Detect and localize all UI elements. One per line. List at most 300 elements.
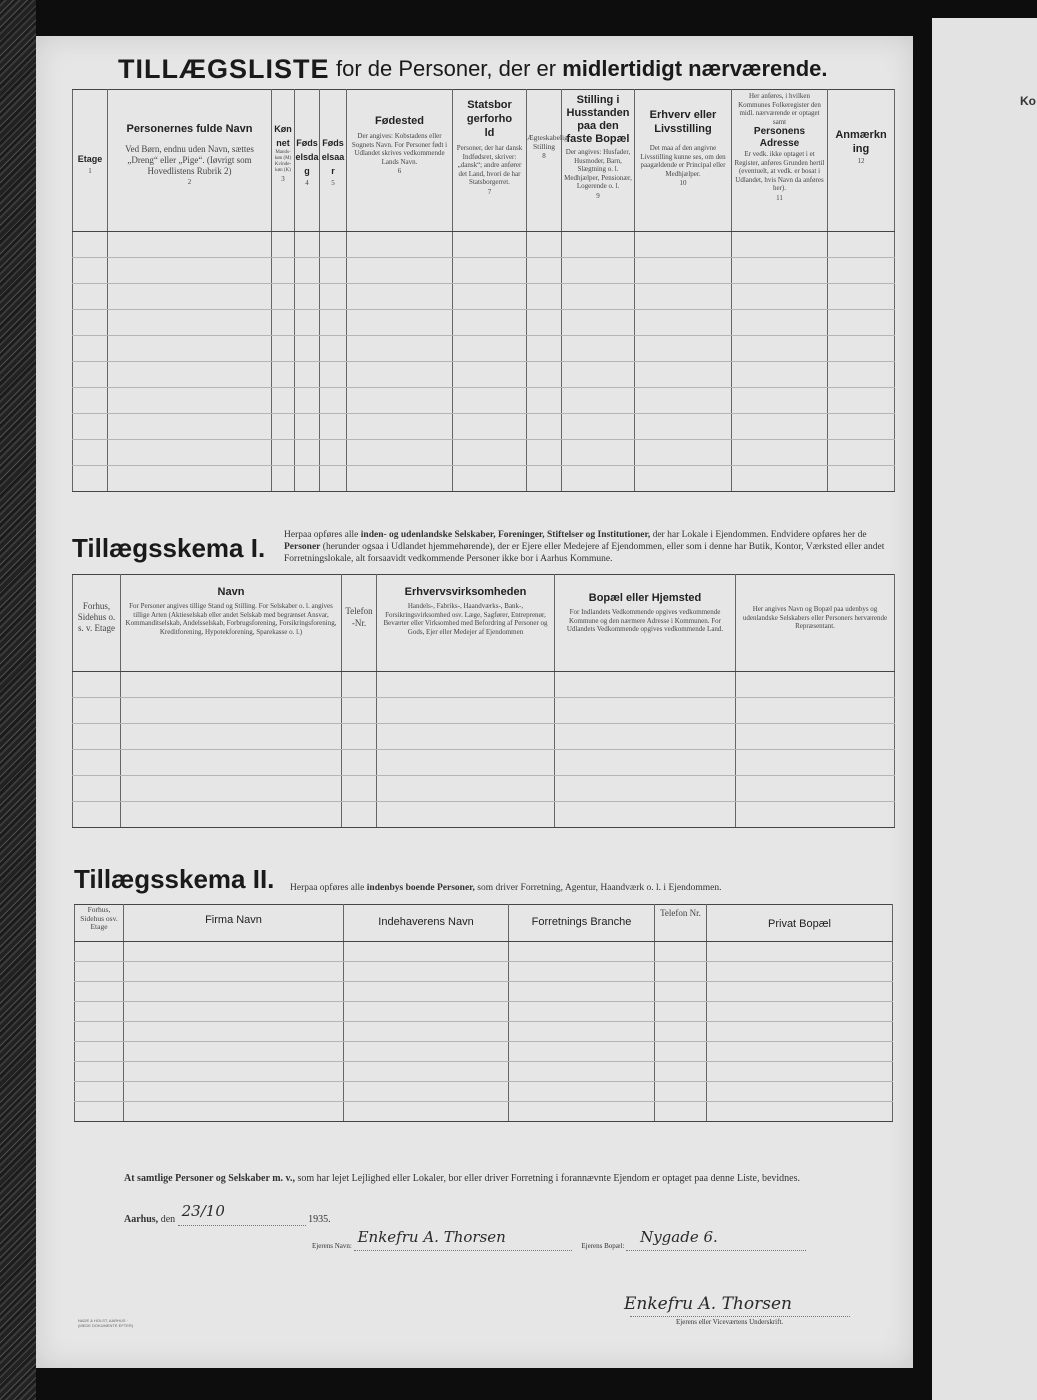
main-list-cell[interactable]	[453, 258, 527, 284]
col-stilling-husstanden	[562, 90, 635, 232]
main-list-cell[interactable]	[320, 466, 347, 492]
main-list-cell[interactable]	[347, 284, 453, 310]
main-list-cell[interactable]	[635, 232, 732, 258]
schema2-cell[interactable]	[655, 982, 707, 1002]
schema1-cell[interactable]	[736, 672, 895, 698]
main-list-cell[interactable]	[320, 336, 347, 362]
schema1-description	[284, 529, 896, 565]
schema2-cell[interactable]	[509, 1062, 655, 1082]
main_list-columns-1-num: 2	[187, 178, 192, 186]
main-list-cell[interactable]	[272, 414, 295, 440]
main-list-cell[interactable]	[73, 388, 108, 414]
main-list-cell[interactable]	[108, 362, 272, 388]
schema2-desc_1: Herpaa opføres alle	[290, 883, 365, 893]
main-list-cell[interactable]	[732, 466, 828, 492]
main-list-cell[interactable]	[347, 414, 453, 440]
s2-col-privat-bopael	[707, 905, 893, 942]
main-list-cell[interactable]	[73, 466, 108, 492]
main_list-columns-4-big: Fødselsaar	[321, 138, 345, 176]
schema2-cell[interactable]	[655, 1042, 707, 1062]
schema2-cell[interactable]	[344, 1062, 509, 1082]
schema1-cell[interactable]	[342, 672, 377, 698]
main_list-columns-6-num: 7	[487, 187, 492, 196]
schema2-cell[interactable]	[707, 1002, 893, 1022]
signature: Enkefru A. Thorsen	[624, 1294, 792, 1314]
main-list-row	[73, 310, 895, 336]
main_list-title_rest_b: midlertidigt nærværende.	[562, 56, 828, 81]
schema1-cell[interactable]	[121, 802, 342, 828]
main-list-cell[interactable]	[320, 440, 347, 466]
main-list-cell[interactable]	[527, 284, 562, 310]
main-list-cell[interactable]	[453, 414, 527, 440]
main-list-cell[interactable]	[732, 414, 828, 440]
schema2-cell[interactable]	[655, 1102, 707, 1122]
schema2-cell[interactable]	[124, 1002, 344, 1022]
schema2-cell[interactable]	[124, 942, 344, 962]
schema2-row	[75, 1082, 893, 1102]
main-list-cell[interactable]	[347, 310, 453, 336]
schema2-cell[interactable]	[75, 1022, 124, 1042]
schema1-cell[interactable]	[121, 698, 342, 724]
schema2-cell[interactable]	[655, 1062, 707, 1082]
schema2-cell[interactable]	[509, 1002, 655, 1022]
schema1-table	[72, 574, 895, 828]
schema2-cell[interactable]	[75, 1042, 124, 1062]
schema2-cell[interactable]	[124, 1082, 344, 1102]
schema2-row	[75, 1022, 893, 1042]
main-list-cell[interactable]	[732, 284, 828, 310]
main_list-columns-7-big: Ægteskabelig Stilling	[527, 133, 568, 151]
main-list-cell[interactable]	[828, 258, 895, 284]
main_list-columns-0-big: Etage	[77, 154, 103, 164]
main-list-cell[interactable]	[108, 310, 272, 336]
main-list-cell[interactable]	[272, 258, 295, 284]
main-list-cell[interactable]	[635, 440, 732, 466]
schema2-title: Tillægsskema II.	[74, 864, 275, 894]
main_list-title_rest_a: for de Personer, der er	[336, 56, 557, 81]
main_list-columns-10-big: Personens Adresse	[753, 126, 806, 149]
schema1-cell[interactable]	[736, 698, 895, 724]
schema2-cell[interactable]	[509, 1082, 655, 1102]
schema2-cell[interactable]	[124, 1102, 344, 1122]
main-list-cell[interactable]	[73, 336, 108, 362]
schema2-cell[interactable]	[707, 962, 893, 982]
main_list-columns-2-num: 3	[281, 175, 285, 183]
main-list-cell[interactable]	[562, 284, 635, 310]
schema1-columns-5-small: Her angives Navn og Bopæl paa udenbys og udenlandske Selskabers eller Personers herværende Repræsentant.	[742, 605, 888, 630]
main-list-cell[interactable]	[320, 232, 347, 258]
main-list-cell[interactable]	[828, 440, 895, 466]
main-list-cell[interactable]	[272, 440, 295, 466]
schema1-cell[interactable]	[342, 776, 377, 802]
schema2-cell[interactable]	[75, 1062, 124, 1082]
main_list-columns-11-num: 12	[857, 157, 865, 165]
schema1-cell[interactable]	[555, 698, 736, 724]
schema1-cell[interactable]	[73, 698, 121, 724]
schema2-desc_3: som driver Forretning, Agentur, Haandværk o. l. i Ejendommen.	[477, 883, 722, 893]
col-etage	[73, 90, 108, 232]
main-list-cell[interactable]	[635, 362, 732, 388]
schema2-cell[interactable]	[344, 1022, 509, 1042]
main-list-cell[interactable]	[108, 414, 272, 440]
main-list-row	[73, 232, 895, 258]
main-list-cell[interactable]	[453, 310, 527, 336]
footer-owner_address_hand: Nygade 6.	[640, 1228, 718, 1246]
schema1-cell[interactable]	[377, 750, 555, 776]
schema2-cell[interactable]	[124, 1062, 344, 1082]
col-foedselsaar	[320, 90, 347, 232]
main-list-cell[interactable]	[635, 310, 732, 336]
main_list-columns-10-num: 11	[776, 193, 783, 202]
main-list-cell[interactable]	[828, 388, 895, 414]
schema2-cell[interactable]	[344, 1042, 509, 1062]
main-list-cell[interactable]	[320, 258, 347, 284]
schema2-cell[interactable]	[344, 962, 509, 982]
main-list-cell[interactable]	[732, 336, 828, 362]
main-list-cell[interactable]	[453, 466, 527, 492]
schema2-row	[75, 1102, 893, 1122]
main-list-row	[73, 414, 895, 440]
main-list-cell[interactable]	[295, 388, 320, 414]
main-list-cell[interactable]	[453, 232, 527, 258]
schema2-cell[interactable]	[509, 1042, 655, 1062]
main-list-cell[interactable]	[562, 466, 635, 492]
s1-col-navn	[121, 575, 342, 672]
schema2-cell[interactable]	[75, 1002, 124, 1022]
main-list-cell[interactable]	[453, 440, 527, 466]
main-list-cell[interactable]	[320, 310, 347, 336]
schema1-row	[73, 698, 895, 724]
main-list-cell[interactable]	[295, 440, 320, 466]
schema1-header-row	[73, 575, 895, 672]
main-list-cell[interactable]	[108, 232, 272, 258]
schema2-cell[interactable]	[655, 942, 707, 962]
schema1-columns-3-small: Handels-, Fabriks-, Haandværks-, Bank-, Forsikringsvirksomhed osv. Læge, Sagfører, Entreprenør, Beværter eller Virksomhed med Befordring af Personer og Gods, Ejer eller Medejer af Ejendommen	[383, 602, 548, 636]
schema2-cell[interactable]	[124, 1042, 344, 1062]
schema2-cell[interactable]	[655, 962, 707, 982]
schema2-cell[interactable]	[655, 1022, 707, 1042]
main-list-cell[interactable]	[527, 310, 562, 336]
main-list-cell[interactable]	[347, 336, 453, 362]
main-list-row	[73, 336, 895, 362]
schema2-cell[interactable]	[124, 962, 344, 982]
schema2-row	[75, 962, 893, 982]
main-list-cell[interactable]	[527, 440, 562, 466]
main-list-cell[interactable]	[527, 388, 562, 414]
main_list-columns-11-big: Anmærkning	[835, 129, 887, 155]
book-binding	[0, 0, 36, 1400]
main-list-cell[interactable]	[108, 388, 272, 414]
schema1-cell[interactable]	[121, 776, 342, 802]
schema1-cell[interactable]	[73, 802, 121, 828]
main_list-columns-5-big: Fødested	[375, 115, 424, 127]
schema2-row	[75, 1062, 893, 1082]
schema1-desc_3: der har Lokale i Ejendommen.	[652, 530, 769, 540]
col-erhverv	[635, 90, 732, 232]
schema2-row	[75, 982, 893, 1002]
main_list-columns-10-small: Her anføres, i hvilken Kommunes Folkeregister den midl. nærværende er optaget samt	[738, 92, 821, 126]
schema1-columns-0-small: Forhus, Sidehus o. s. v. Etage	[77, 601, 116, 633]
main-list-cell[interactable]	[527, 232, 562, 258]
main-list-cell[interactable]	[828, 310, 895, 336]
schema2-header-row	[75, 905, 893, 942]
schema1-cell[interactable]	[121, 750, 342, 776]
main-list-cell[interactable]	[73, 284, 108, 310]
owner-name-field	[354, 1228, 572, 1251]
schema2-cell[interactable]	[75, 962, 124, 982]
schema2-cell[interactable]	[509, 1022, 655, 1042]
schema1-cell[interactable]	[342, 724, 377, 750]
main_list-columns-10-small2: Er vedk. ikke optaget i et Register, anføres Grunden hertil (eventuelt, at vedk. er bosat i Udlandet, hvis Navn da anføres her).	[734, 150, 825, 192]
main-list-cell[interactable]	[453, 388, 527, 414]
schema2-cell[interactable]	[344, 982, 509, 1002]
main_list-columns-9-big: Erhverv eller Livsstilling	[649, 109, 717, 135]
footer-attest_rest: som har lejet Lejlighed eller Lokaler, bor eller driver Forretning i forannævnte Ejendom er optaget paa denne Liste, bevidnes.	[297, 1173, 800, 1184]
main_list-columns-9-num: 10	[679, 179, 687, 187]
schema2-columns-5-big: Privat Bopæl	[768, 918, 831, 930]
main-list-cell[interactable]	[108, 336, 272, 362]
main-list-cell[interactable]	[453, 284, 527, 310]
s2-col-indehaver	[344, 905, 509, 942]
owner-line	[312, 1228, 912, 1251]
main-list-cell[interactable]	[828, 362, 895, 388]
date-line	[124, 1202, 331, 1226]
main-subtitle	[336, 56, 828, 82]
main-list-cell[interactable]	[562, 310, 635, 336]
schema1-cell[interactable]	[121, 672, 342, 698]
schema2-cell[interactable]	[75, 1102, 124, 1122]
main-list-cell[interactable]	[732, 258, 828, 284]
main-list-cell[interactable]	[453, 336, 527, 362]
main-list-cell[interactable]	[527, 258, 562, 284]
main-list-cell[interactable]	[295, 414, 320, 440]
main-list-cell[interactable]	[347, 258, 453, 284]
main-list-cell[interactable]	[562, 388, 635, 414]
schema1-cell[interactable]	[736, 776, 895, 802]
main-list-cell[interactable]	[272, 284, 295, 310]
schema1-cell[interactable]	[73, 776, 121, 802]
schema1-desc_6: (herunder ogsaa i Udlandet hjemmehørende), der er Ejere eller Medejere af Ejendommen, eller som i denne har Butik, Kontor, Værksted eller andet Forretningslokale, alt forsaavidt vedkommende Personer ikke bor i Aarhus Kommune.	[284, 542, 885, 564]
schema1-cell[interactable]	[377, 802, 555, 828]
s1-col-repraesentant	[736, 575, 895, 672]
main-list-cell[interactable]	[732, 362, 828, 388]
schema1-cell[interactable]	[736, 750, 895, 776]
main-list-cell[interactable]	[347, 388, 453, 414]
adjacent-page-fragment: Ko	[1020, 94, 1036, 108]
col-foedested	[347, 90, 453, 232]
main-list-cell[interactable]	[635, 388, 732, 414]
schema1-cell[interactable]	[555, 724, 736, 750]
main-list-row	[73, 284, 895, 310]
main-list-cell[interactable]	[562, 440, 635, 466]
main-list-cell[interactable]	[295, 232, 320, 258]
main-list-cell[interactable]	[320, 284, 347, 310]
schema2-cell[interactable]	[655, 1002, 707, 1022]
main-list-cell[interactable]	[295, 336, 320, 362]
main-list-cell[interactable]	[272, 388, 295, 414]
schema1-row	[73, 776, 895, 802]
main-list-cell[interactable]	[562, 258, 635, 284]
main-list-cell[interactable]	[635, 414, 732, 440]
schema1-cell[interactable]	[342, 698, 377, 724]
main-list-cell[interactable]	[108, 284, 272, 310]
main-list-row	[73, 440, 895, 466]
main_list-columns-3-big: Fødselsdag	[295, 138, 319, 176]
main-list-cell[interactable]	[635, 258, 732, 284]
main-list-cell[interactable]	[272, 232, 295, 258]
schema2-cell[interactable]	[75, 982, 124, 1002]
main-list-cell[interactable]	[295, 258, 320, 284]
schema2-cell[interactable]	[655, 1082, 707, 1102]
schema2-row	[75, 1002, 893, 1022]
main-list-cell[interactable]	[272, 310, 295, 336]
schema1-cell[interactable]	[73, 672, 121, 698]
schema1-cell[interactable]	[377, 776, 555, 802]
schema2-cell[interactable]	[707, 1022, 893, 1042]
main-list-cell[interactable]	[527, 466, 562, 492]
schema2-columns-1-big: Firma Navn	[205, 914, 262, 926]
schema1-cell[interactable]	[342, 802, 377, 828]
main-list-cell[interactable]	[295, 284, 320, 310]
main_list-columns-5-small: Der angives: Kobstadens eller Sognets Navn. For Personer født i Udlandet skrives vedkommende Lands Navn.	[351, 132, 448, 166]
main-list-cell[interactable]	[732, 440, 828, 466]
main-list-cell[interactable]	[347, 232, 453, 258]
main_list-columns-6-big: Statsborgerforhold	[466, 99, 513, 139]
schema1-columns-4-small: For Indlandets Vedkommende opgives vedkommende Kommune og den nærmere Adresse i Kommunen. For Udlandets Vedkommende opgives vedkommende Land.	[566, 608, 724, 633]
schema1-cell[interactable]	[377, 698, 555, 724]
main-list-cell[interactable]	[828, 466, 895, 492]
main-list-cell[interactable]	[635, 284, 732, 310]
schema1-desc_2: inden- og udenlandske Selskaber, Foreninger, Stiftelser og Institutioner,	[360, 530, 651, 540]
main_list-columns-8-big: Stilling i Husstanden paa den faste Bopæl	[566, 94, 630, 145]
schema1-cell[interactable]	[555, 672, 736, 698]
schema2-cell[interactable]	[344, 942, 509, 962]
schema2-cell[interactable]	[75, 942, 124, 962]
col-navn	[108, 90, 272, 232]
schema1-cell[interactable]	[377, 672, 555, 698]
main-list-cell[interactable]	[295, 310, 320, 336]
main-list-cell[interactable]	[272, 466, 295, 492]
main-list-cell[interactable]	[562, 232, 635, 258]
schema1-cell[interactable]	[342, 750, 377, 776]
schema2-cell[interactable]	[707, 942, 893, 962]
main-list-cell[interactable]	[828, 414, 895, 440]
main-list-cell[interactable]	[73, 414, 108, 440]
main-list-cell[interactable]	[73, 310, 108, 336]
main-list-cell[interactable]	[108, 258, 272, 284]
main_list-columns-6-small: Personer, der har dansk Indfødsret, skriver: „dansk“; andre anfører det Land, hvori de har Statsborgerret.	[456, 144, 523, 186]
main-list-cell[interactable]	[732, 232, 828, 258]
schema1-cell[interactable]	[73, 750, 121, 776]
schema1-cell[interactable]	[73, 724, 121, 750]
main-list-cell[interactable]	[108, 440, 272, 466]
main-list-cell[interactable]	[732, 310, 828, 336]
schema2-cell[interactable]	[344, 1102, 509, 1122]
main-list-cell[interactable]	[347, 440, 453, 466]
schema2-columns-0-small: Forhus, Sidehus osv. Etage	[80, 905, 118, 931]
schema2-columns-2-big: Indehaverens Navn	[378, 916, 474, 928]
s2-col-telefon	[655, 905, 707, 942]
schema2-cell[interactable]	[707, 1042, 893, 1062]
s1-col-etage	[73, 575, 121, 672]
schema1-cell[interactable]	[555, 776, 736, 802]
main-list-cell[interactable]	[320, 414, 347, 440]
schema1-cell[interactable]	[555, 750, 736, 776]
schema2-cell[interactable]	[344, 1082, 509, 1102]
main-list-cell[interactable]	[320, 388, 347, 414]
schema1-cell[interactable]	[736, 802, 895, 828]
main-list-cell[interactable]	[635, 336, 732, 362]
main-list-cell[interactable]	[347, 466, 453, 492]
schema2-cell[interactable]	[707, 1062, 893, 1082]
schema1-cell[interactable]	[736, 724, 895, 750]
schema2-row	[75, 1042, 893, 1062]
main-list-cell[interactable]	[73, 232, 108, 258]
main-list-cell[interactable]	[73, 362, 108, 388]
schema2-columns-3-big: Forretnings Branche	[531, 916, 632, 928]
main-list-cell[interactable]	[347, 362, 453, 388]
main_list-columns-8-num: 9	[596, 191, 600, 200]
main-title: TILLÆGSLISTE	[118, 54, 330, 84]
main-list-cell[interactable]	[272, 362, 295, 388]
schema2-cell[interactable]	[344, 1002, 509, 1022]
main-list-cell[interactable]	[562, 362, 635, 388]
main-list-cell[interactable]	[295, 466, 320, 492]
main-list-row	[73, 388, 895, 414]
main-list-cell[interactable]	[562, 414, 635, 440]
schema2-cell[interactable]	[707, 982, 893, 1002]
main-list-cell[interactable]	[272, 336, 295, 362]
main_list-columns-3-num: 4	[305, 179, 309, 187]
schema1-row	[73, 672, 895, 698]
main-list-cell[interactable]	[527, 414, 562, 440]
main_list-columns-8-small: Der angives: Husfader, Husmoder, Barn, Slægtning o. l. Medhjælper, Pensionær, Logerende o. l.	[564, 148, 632, 190]
main-list-cell[interactable]	[295, 362, 320, 388]
schema2-cell[interactable]	[509, 962, 655, 982]
schema2-cell[interactable]	[707, 1102, 893, 1122]
schema1-cell[interactable]	[555, 802, 736, 828]
schema2-cell[interactable]	[75, 1082, 124, 1102]
main-list-cell[interactable]	[73, 258, 108, 284]
schema2-cell[interactable]	[509, 942, 655, 962]
schema2-cell[interactable]	[509, 982, 655, 1002]
schema1-cell[interactable]	[377, 724, 555, 750]
form-page	[36, 36, 913, 1368]
schema2-cell[interactable]	[124, 982, 344, 1002]
main-list-cell[interactable]	[73, 440, 108, 466]
main-list-cell[interactable]	[635, 466, 732, 492]
main-list-cell[interactable]	[108, 466, 272, 492]
main-header-row	[73, 90, 895, 232]
main-list-cell[interactable]	[527, 362, 562, 388]
s2-col-etage	[75, 905, 124, 942]
main-list-cell[interactable]	[562, 336, 635, 362]
schema2-cell[interactable]	[509, 1102, 655, 1122]
schema2-cell[interactable]	[124, 1022, 344, 1042]
main-list-cell[interactable]	[828, 232, 895, 258]
main-list-cell[interactable]	[732, 388, 828, 414]
main-list-cell[interactable]	[453, 362, 527, 388]
schema2-cell[interactable]	[707, 1082, 893, 1102]
schema1-cell[interactable]	[121, 724, 342, 750]
main_list-columns-1-small: Ved Børn, endnu uden Navn, sættes „Dreng“ eller „Pige“. (Iøvrigt som Hovedlistens Rubrik 2)	[125, 144, 254, 176]
main-list-cell[interactable]	[527, 336, 562, 362]
main-list-cell[interactable]	[828, 336, 895, 362]
main-list-cell[interactable]	[828, 284, 895, 310]
owner-address-field	[626, 1228, 806, 1251]
main_list-columns-9-small: Det maa af den angivne Livsstilling kunne ses, om den paagældende er Principal eller Medhjælper.	[640, 144, 726, 178]
main-list-cell[interactable]	[320, 362, 347, 388]
